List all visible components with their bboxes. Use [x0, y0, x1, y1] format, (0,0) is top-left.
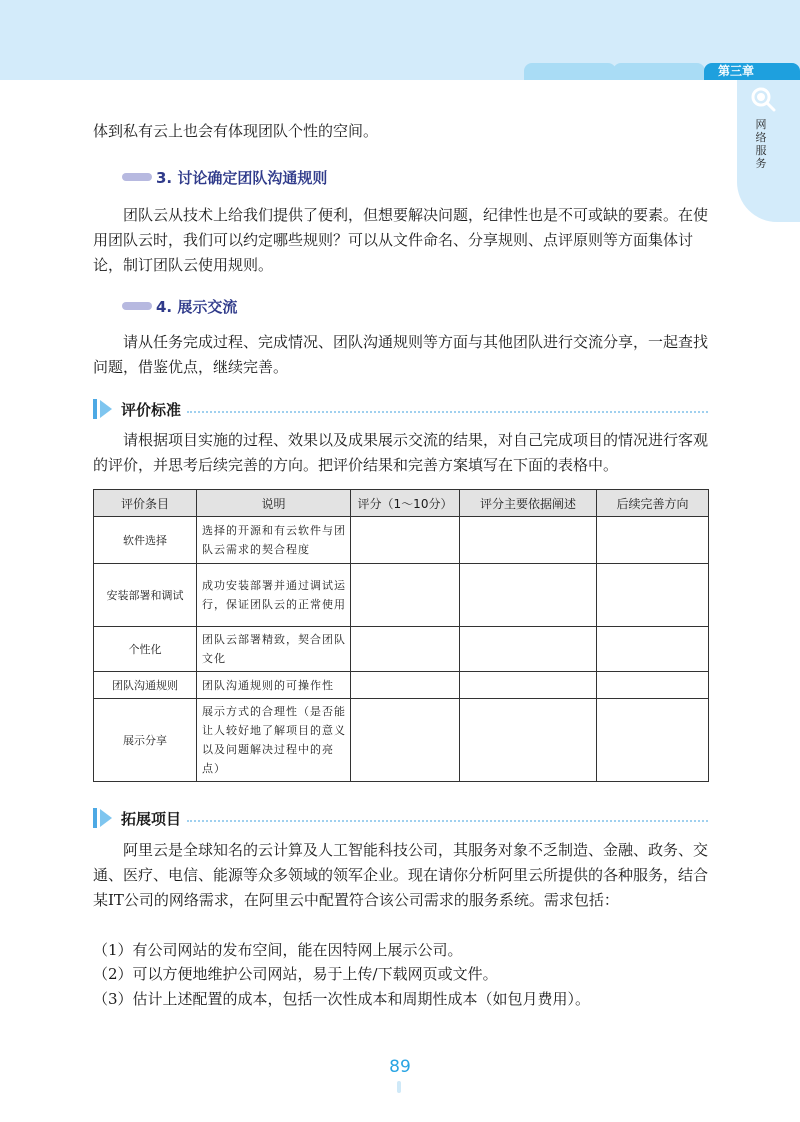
table-row	[94, 564, 709, 627]
item-cell: 软件选择	[94, 517, 197, 564]
page-number: 89	[389, 1057, 411, 1077]
basis-input-cell[interactable]	[460, 672, 597, 699]
rules-paragraph: 团队云从技术上给我们提供了便利，但想要解决问题，纪律性也是不可或缺的要素。在使用团队云时，我们可以约定哪些规则？可以从文件命名、分享规则、点评原则等方面集体讨论，制订团队云使用规则。	[93, 206, 709, 274]
section-heading-4-text: 4. 展示交流	[156, 297, 238, 316]
chapter-tab: 第三章	[704, 63, 800, 80]
section-heading-3-text: 3. 讨论确定团队沟通规则	[156, 168, 328, 187]
table-row	[94, 672, 709, 699]
improve-input-cell[interactable]	[597, 564, 709, 627]
extension-heading	[93, 806, 708, 830]
requirement-item-3: （3）估计上述配置的成本，包括一次性成本和周期性成本（如包月费用）。	[93, 990, 591, 1008]
item-cell: 安装部署和调试	[94, 564, 197, 627]
requirement-item-2: （2）可以方便地维护公司网站，易于上传/下载网页或文件。	[93, 965, 498, 983]
heading-bar-decor	[122, 173, 152, 181]
page-number-tick	[397, 1081, 401, 1093]
share-paragraph: 请从任务完成过程、完成情况、团队沟通规则等方面与其他团队进行交流分享，一起查找问题，借鉴优点，继续完善。	[93, 333, 709, 376]
table-header-row	[94, 490, 709, 517]
desc-cell: 团队沟通规则的可操作性	[197, 672, 351, 699]
eval-heading-text: 评价标准	[121, 400, 182, 419]
desc-cell: 团队云部署精致，契合团队文化	[197, 627, 351, 672]
evaluation-table	[93, 489, 709, 782]
table-header-cell: 评分主要依据阐述	[460, 490, 597, 517]
score-input-cell[interactable]	[351, 517, 460, 564]
improve-input-cell[interactable]	[597, 517, 709, 564]
play-triangle-icon	[93, 398, 115, 420]
score-input-cell[interactable]	[351, 564, 460, 627]
item-cell: 团队沟通规则	[94, 672, 197, 699]
table-header-cell: 说明	[197, 490, 351, 517]
dotted-rule	[187, 411, 708, 413]
basis-input-cell[interactable]	[460, 564, 597, 627]
extension-paragraph: 阿里云是全球知名的云计算及人工智能科技公司，其服务对象不乏制造、金融、政务、交通、医疗、电信、能源等众多领域的领军企业。现在请你分析阿里云所提供的各种服务，结合某IT公司的网络需求，在阿里云中配置符合该公司需求的服务系统。需求包括：	[93, 841, 709, 909]
improve-input-cell[interactable]	[597, 672, 709, 699]
dotted-rule	[187, 820, 708, 822]
header-tab-decor-1	[524, 63, 616, 80]
basis-input-cell[interactable]	[460, 699, 597, 782]
improve-input-cell[interactable]	[597, 699, 709, 782]
desc-cell: 成功安装部署并通过调试运行，保证团队云的正常使用	[197, 564, 351, 627]
table-header-cell: 后续完善方向	[597, 490, 709, 517]
extension-heading-text: 拓展项目	[121, 809, 182, 828]
eval-heading	[93, 397, 708, 421]
item-cell: 个性化	[94, 627, 197, 672]
improve-input-cell[interactable]	[597, 627, 709, 672]
play-triangle-icon	[93, 807, 115, 829]
score-input-cell[interactable]	[351, 672, 460, 699]
table-header-cell: 评价条目	[94, 490, 197, 517]
score-input-cell[interactable]	[351, 699, 460, 782]
side-chapter-label: 网络服务	[755, 118, 767, 170]
requirement-item-1: （1）有公司网站的发布空间，能在因特网上展示公司。	[93, 941, 463, 959]
table-header-cell: 评分（1～10分）	[351, 490, 460, 517]
intro-paragraph: 体到私有云上也会有体现团队个性的空间。	[93, 122, 379, 140]
section-heading-3	[122, 167, 327, 187]
heading-bar-decor	[122, 302, 152, 310]
basis-input-cell[interactable]	[460, 627, 597, 672]
table-row	[94, 627, 709, 672]
eval-paragraph: 请根据项目实施的过程、效果以及成果展示交流的结果，对自己完成项目的情况进行客观的评价，并思考后续完善的方向。把评价结果和完善方案填写在下面的表格中。	[93, 431, 709, 474]
table-row	[94, 699, 709, 782]
section-heading-4	[122, 296, 237, 316]
basis-input-cell[interactable]	[460, 517, 597, 564]
score-input-cell[interactable]	[351, 627, 460, 672]
table-row	[94, 517, 709, 564]
item-cell: 展示分享	[94, 699, 197, 782]
desc-cell: 选择的开源和有云软件与团队云需求的契合程度	[197, 517, 351, 564]
desc-cell: 展示方式的合理性（是否能让人较好地了解项目的意义以及问题解决过程中的亮点）	[197, 699, 351, 782]
header-tab-decor-2	[613, 63, 705, 80]
network-search-icon	[750, 86, 776, 112]
